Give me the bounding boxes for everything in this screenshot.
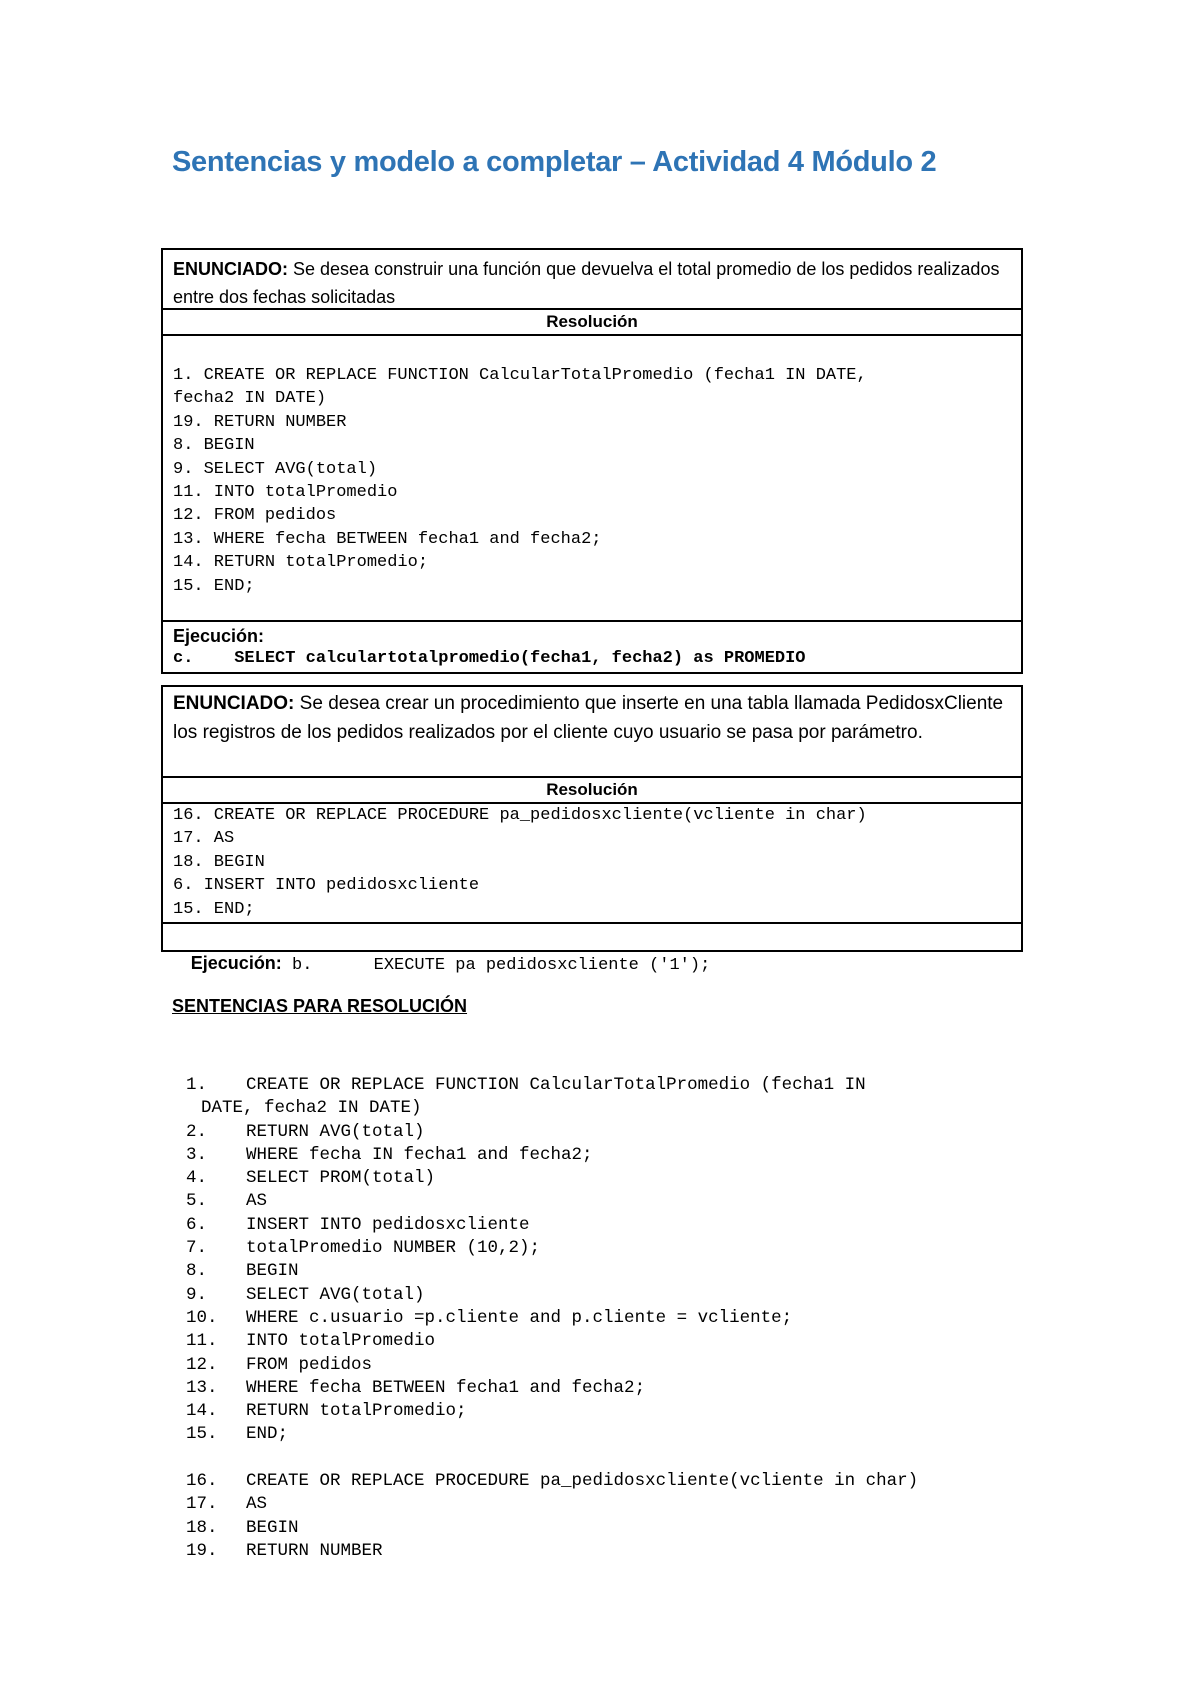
list-item-text: INTO totalPromedio (246, 1331, 436, 1352)
list-item (186, 1237, 918, 1260)
list-item (186, 1167, 918, 1190)
list-item-text: CREATE OR REPLACE FUNCTION CalcularTotalPromedio (fecha1 IN (246, 1075, 866, 1095)
list-item-text: WHERE fecha BETWEEN fecha1 and fecha2; (246, 1377, 646, 1398)
list-item (186, 1260, 918, 1283)
ejecucion-code: c. SELECT calculartotalpromedio(fecha1, fecha2) as PROMEDIO (173, 649, 806, 668)
list-item-number: 15. (186, 1424, 218, 1445)
list-item-number: 7. (186, 1238, 208, 1259)
list-item-text: RETURN AVG(total) (246, 1121, 425, 1142)
sentencias-list (186, 1074, 918, 1563)
resolucion-header: Resolución (163, 776, 1021, 802)
sentencias-title: SENTENCIAS PARA RESOLUCIÓN (172, 996, 468, 1016)
list-item (186, 1423, 918, 1446)
list-item (186, 1097, 918, 1120)
list-item-number: 10. (186, 1307, 218, 1328)
list-item (186, 1540, 918, 1563)
list-item-number: 11. (186, 1331, 218, 1352)
ejecucion-code: b. EXECUTE pa pedidosxcliente ('1'); (281, 956, 711, 975)
code-line: 1. CREATE OR REPLACE FUNCTION CalcularTotalPromedio (fecha1 IN DATE, (173, 366, 867, 385)
list-item (186, 1284, 918, 1307)
enunciado-row (163, 687, 1021, 776)
code-line: 19. RETURN NUMBER (173, 412, 347, 432)
list-item (186, 1470, 918, 1493)
list-item-text: RETURN NUMBER (246, 1540, 383, 1561)
list-item-text: AS (246, 1191, 268, 1212)
list-item-text: BEGIN (246, 1261, 299, 1282)
list-item-text: AS (246, 1494, 268, 1515)
list-item-text: SELECT AVG(total) (246, 1284, 425, 1305)
list-item-number: 19. (186, 1540, 218, 1561)
list-item-number: 18. (186, 1517, 218, 1538)
page-title: Sentencias y modelo a completar – Actividad 4 Módulo 2 (172, 146, 937, 178)
list-item (186, 1517, 918, 1540)
list-item-text: BEGIN (246, 1517, 299, 1538)
ejecucion-row (163, 922, 1021, 975)
resolucion-header: Resolución (163, 308, 1021, 334)
code-line: 13. WHERE fecha BETWEEN fecha1 and fecha2; (173, 529, 602, 549)
list-item-text: totalPromedio NUMBER (10,2); (246, 1238, 541, 1259)
list-item-number: 16. (186, 1471, 218, 1492)
list-item (186, 1330, 918, 1353)
list-item-text: WHERE fecha IN fecha1 and fecha2; (246, 1144, 593, 1165)
list-item (186, 1377, 918, 1400)
code-line: 15. END; (173, 899, 255, 919)
resolucion-code-area (163, 334, 1021, 620)
list-item-text: WHERE c.usuario =p.cliente and p.cliente = vcliente; (246, 1307, 793, 1328)
list-item (186, 1214, 918, 1237)
list-item (186, 1307, 918, 1330)
list-item-text: FROM pedidos (246, 1354, 373, 1375)
enunciado-label: ENUNCIADO: (173, 693, 295, 714)
code-line: fecha2 IN DATE) (173, 389, 327, 409)
list-item (186, 1144, 918, 1167)
list-item-number: 8. (186, 1261, 208, 1282)
enunciado-row (163, 250, 1021, 308)
list-gap (186, 1447, 918, 1470)
list-item (186, 1400, 918, 1423)
resolucion-code-area (163, 802, 1021, 922)
list-item-number: 2. (186, 1121, 208, 1142)
exercise-box-function (161, 248, 1023, 674)
list-item-number: 17. (186, 1494, 218, 1515)
list-item-number: 1. (186, 1075, 208, 1095)
code-line: 14. RETURN totalPromedio; (173, 553, 429, 573)
list-item-number: 12. (186, 1354, 218, 1375)
enunciado-text: Se desea construir una función que devuelva el total promedio de los pedidos realizados entre dos fechas solicitadas (173, 259, 1000, 307)
code-line: 11. INTO totalPromedio (173, 483, 398, 503)
list-item-text: DATE, fecha2 IN DATE) (201, 1098, 422, 1119)
code-line: 15. END; (173, 576, 255, 596)
list-item-number: 4. (186, 1168, 208, 1189)
exercise-box-procedure (161, 685, 1023, 975)
list-item-text: END; (246, 1424, 289, 1445)
list-item-text: RETURN totalPromedio; (246, 1401, 467, 1422)
list-item-number: 14. (186, 1401, 218, 1422)
code-block (163, 364, 1021, 598)
code-block (163, 804, 1021, 921)
code-line: 8. BEGIN (173, 436, 255, 456)
code-line: 12. FROM pedidos (173, 506, 337, 526)
list-item-number: 9. (186, 1284, 208, 1305)
enunciado-label: ENUNCIADO: (173, 259, 288, 279)
list-item (186, 1074, 918, 1097)
list-item-number: 5. (186, 1191, 208, 1212)
list-item-number: 3. (186, 1144, 208, 1165)
code-line: 16. CREATE OR REPLACE PROCEDURE pa_pedidosxcliente(vcliente in char) (173, 806, 867, 825)
list-item (186, 1121, 918, 1144)
list-item (186, 1354, 918, 1377)
code-line: 18. BEGIN (173, 852, 265, 872)
list-item-text: CREATE OR REPLACE PROCEDURE pa_pedidosxcliente(vcliente in char) (246, 1471, 919, 1492)
ejecucion-label: Ejecución: (190, 953, 282, 973)
code-line: 6. INSERT INTO pedidosxcliente (173, 876, 480, 896)
code-line: 17. AS (173, 829, 235, 849)
list-item-text: SELECT PROM(total) (246, 1168, 436, 1189)
list-item-number: 6. (186, 1214, 208, 1235)
list-item (186, 1493, 918, 1516)
enunciado-text: Se desea crear un procedimiento que inserte en una tabla llamada PedidosxCliente los registros de los pedidos realizados por el cliente cuyo usuario se pasa por parámetro. (173, 693, 1004, 743)
ejecucion-row (163, 620, 1021, 672)
code-line: 9. SELECT AVG(total) (173, 459, 378, 479)
list-item (186, 1190, 918, 1213)
list-item-text: INSERT INTO pedidosxcliente (246, 1214, 530, 1235)
list-item-number: 13. (186, 1377, 218, 1398)
ejecucion-label: Ejecución: (173, 626, 265, 646)
